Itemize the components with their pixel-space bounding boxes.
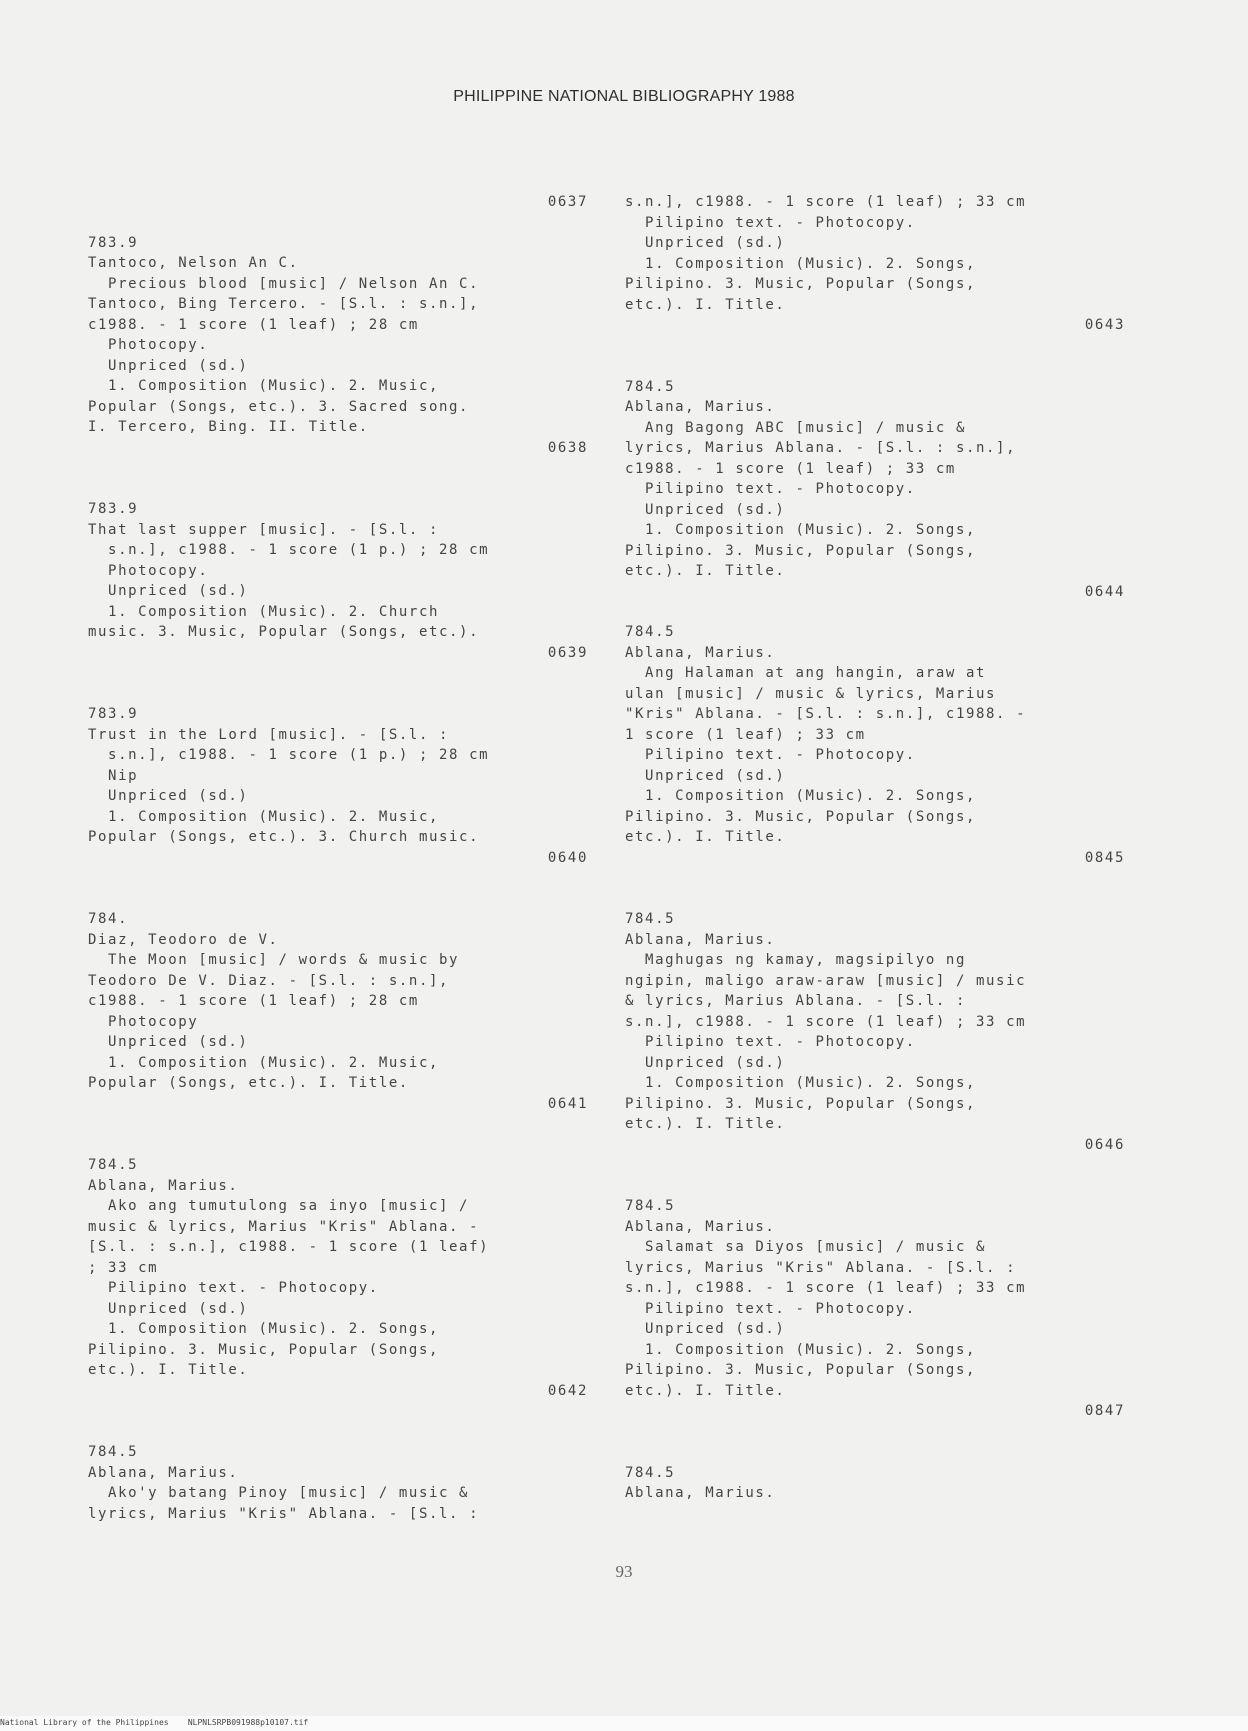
entry-line: Unpriced (sd.) bbox=[88, 583, 249, 599]
entry-line: Unpriced (sd.) bbox=[625, 767, 786, 784]
entry-line: c1988. - 1 score (1 leaf) ; 33 cm bbox=[625, 460, 956, 477]
entry-line: Pilipino. 3. Music, Popular (Songs, bbox=[88, 1341, 440, 1358]
entry-line: Popular (Songs, etc.). I. Title. bbox=[88, 1075, 409, 1091]
entry-number: 0640 bbox=[547, 849, 588, 866]
entry-line: 1. Composition (Music). 2. Music, bbox=[88, 808, 440, 825]
spacer bbox=[625, 1422, 1125, 1463]
entry-line: Teodoro De V. Diaz. - [S.l. : s.n.], bbox=[88, 972, 450, 989]
entry-line: Ablana, Marius. bbox=[88, 1464, 239, 1481]
entry-line: Diaz, Teodoro de V. bbox=[88, 931, 279, 948]
entry-line: music. 3. Music, Popular (Songs, etc.). bbox=[88, 624, 480, 640]
bibliographic-entry bbox=[88, 704, 588, 848]
entry-line: ngipin, maligo araw-araw [music] / music bbox=[625, 972, 1027, 989]
entry-line: 1. Composition (Music). 2. Songs, bbox=[625, 1075, 977, 1091]
entry-line: Ang Halaman at ang hangin, araw at bbox=[625, 665, 987, 681]
entry-line: ; 33 cm bbox=[88, 1259, 159, 1276]
entry-number: 0637 bbox=[547, 194, 588, 210]
bibliographic-entry bbox=[88, 909, 588, 1094]
bibliographic-entry bbox=[88, 1442, 588, 1524]
classification-number: 784.5 bbox=[88, 1157, 139, 1173]
entry-line: Popular (Songs, etc.). 3. Church music. bbox=[88, 829, 480, 845]
classification-number: 784.5 bbox=[625, 1198, 676, 1214]
entry-number: 0646 bbox=[1084, 1136, 1125, 1153]
entry-line: etc.). I. Title. bbox=[625, 829, 786, 845]
entry-line: Ako ang tumutulong sa inyo [music] / bbox=[88, 1198, 470, 1214]
entry-line: 1. Composition (Music). 2. Church bbox=[88, 603, 440, 620]
entry-line: s.n.], c1988. - 1 score (1 leaf) ; 33 cm bbox=[625, 1013, 1027, 1030]
entry-line: 1. Composition (Music). 2. Songs, bbox=[625, 522, 977, 538]
entry-line: "Kris" Ablana. - [S.l. : s.n.], c1988. - bbox=[625, 706, 1027, 722]
entry-line: Tantoco, Bing Tercero. - [S.l. : s.n.], bbox=[88, 296, 480, 312]
entry-line: Unpriced (sd.) bbox=[625, 501, 786, 518]
spacer bbox=[88, 458, 588, 499]
entry-line: Pilipino text. - Photocopy. bbox=[625, 481, 916, 497]
classification-number: 784.5 bbox=[625, 624, 676, 640]
bibliographic-entry bbox=[625, 192, 1125, 315]
entry-line: Unpriced (sd.) bbox=[625, 235, 786, 251]
bibliographic-entry bbox=[88, 233, 588, 438]
entry-line: Pilipino text. - Photocopy. bbox=[625, 747, 916, 763]
entry-line: Pilipino text. - Photocopy. bbox=[625, 1300, 916, 1317]
entry-line: s.n.], c1988. - 1 score (1 p.) ; 28 cm bbox=[88, 542, 490, 558]
entry-line: etc.). I. Title. bbox=[625, 563, 786, 579]
spacer bbox=[88, 213, 588, 233]
entry-line: Unpriced (sd.) bbox=[88, 1300, 249, 1317]
entry-line: 1. Composition (Music). 2. Songs, bbox=[625, 788, 977, 804]
bibliographic-entry bbox=[88, 1155, 588, 1381]
entry-number: 0641 bbox=[547, 1095, 588, 1112]
entry-line: Popular (Songs, etc.). 3. Sacred song. bbox=[88, 398, 470, 415]
entry-line: etc.). I. Title. bbox=[625, 1116, 786, 1132]
entry-line: Ablana, Marius. bbox=[625, 1218, 776, 1235]
entry-line: etc.). I. Title. bbox=[88, 1362, 249, 1378]
entry-line: Ablana, Marius. bbox=[625, 644, 776, 661]
entry-line: Pilipino. 3. Music, Popular (Songs, bbox=[625, 276, 977, 292]
entry-line: Pilipino. 3. Music, Popular (Songs, bbox=[625, 808, 977, 825]
entry-line: Unpriced (sd.) bbox=[88, 788, 249, 804]
entry-line: Unpriced (sd.) bbox=[88, 1034, 249, 1050]
entry-line: Pilipino. 3. Music, Popular (Songs, bbox=[625, 542, 977, 559]
classification-number: 784.5 bbox=[625, 1464, 676, 1481]
entry-line: Tantoco, Nelson An C. bbox=[88, 255, 299, 271]
entry-line: s.n.], c1988. - 1 score (1 p.) ; 28 cm bbox=[88, 747, 490, 763]
entry-number: 0642 bbox=[547, 1382, 588, 1399]
bibliographic-entry bbox=[88, 499, 588, 643]
entry-line: Photocopy. bbox=[88, 337, 209, 353]
entry-line: 1. Composition (Music). 2. Music, bbox=[88, 378, 440, 394]
entry-number: 0845 bbox=[1084, 849, 1125, 866]
spacer bbox=[625, 336, 1125, 377]
entry-line: Precious blood [music] / Nelson An C. bbox=[88, 275, 480, 292]
bibliographic-entry bbox=[625, 1463, 1125, 1504]
classification-number: 784.5 bbox=[88, 1444, 139, 1460]
entry-line: Pilipino. 3. Music, Popular (Songs, bbox=[625, 1362, 977, 1378]
entry-line: Ako'y batang Pinoy [music] / music & bbox=[88, 1485, 470, 1501]
entry-line: c1988. - 1 score (1 leaf) ; 28 cm bbox=[88, 316, 419, 333]
entry-line: s.n.], c1988. - 1 score (1 leaf) ; 33 cm bbox=[625, 1280, 1027, 1296]
spacer bbox=[88, 868, 588, 909]
entry-line: 1. Composition (Music). 2. Music, bbox=[88, 1054, 440, 1071]
left-column bbox=[88, 192, 588, 1524]
entry-line: ulan [music] / music & lyrics, Marius bbox=[625, 685, 997, 702]
classification-number: 784.5 bbox=[625, 911, 676, 927]
entry-line: The Moon [music] / words & music by bbox=[88, 952, 460, 968]
running-head: PHILIPPINE NATIONAL BIBLIOGRAPHY 1988 bbox=[453, 88, 795, 105]
entry-line: Pilipino. 3. Music, Popular (Songs, bbox=[625, 1095, 977, 1112]
entry-number: 0847 bbox=[1084, 1403, 1125, 1419]
entry-line: & lyrics, Marius Ablana. - [S.l. : bbox=[625, 993, 966, 1009]
classification-number: 783.9 bbox=[88, 501, 139, 517]
entry-line: c1988. - 1 score (1 leaf) ; 28 cm bbox=[88, 993, 419, 1009]
entry-line: I. Tercero, Bing. II. Title. bbox=[88, 419, 369, 435]
entry-line: Pilipino text. - Photocopy. bbox=[625, 214, 916, 231]
bibliographic-entry bbox=[625, 1196, 1125, 1401]
entry-line: Ablana, Marius. bbox=[625, 399, 776, 415]
entry-line: Nip bbox=[88, 767, 139, 784]
spacer bbox=[625, 1155, 1125, 1196]
entry-line: 1. Composition (Music). 2. Songs, bbox=[625, 255, 977, 272]
classification-number: s.n.], c1988. - 1 score (1 leaf) ; 33 cm bbox=[625, 194, 1027, 210]
entry-line: music & lyrics, Marius "Kris" Ablana. - bbox=[88, 1218, 480, 1235]
entry-line: 1. Composition (Music). 2. Songs, bbox=[625, 1341, 977, 1358]
scan-footer-line: National Library of the Philippines NLPNLSRPB091988p10107.tif bbox=[0, 1718, 309, 1727]
entry-line: etc.). I. Title. bbox=[625, 296, 786, 313]
entry-line: Ang Bagong ABC [music] / music & bbox=[625, 419, 966, 436]
entry-line: Trust in the Lord [music]. - [S.l. : bbox=[88, 726, 450, 743]
spacer bbox=[625, 868, 1125, 909]
bibliographic-entry bbox=[625, 622, 1125, 848]
entry-number: 0638 bbox=[547, 439, 588, 456]
entry-line: Ablana, Marius. bbox=[625, 1485, 776, 1501]
spacer bbox=[88, 663, 588, 704]
entry-line: lyrics, Marius "Kris" Ablana. - [S.l. : bbox=[625, 1259, 1017, 1276]
entry-number: 0644 bbox=[1084, 583, 1125, 600]
classification-number: 784. bbox=[88, 911, 129, 927]
entry-line: Pilipino text. - Photocopy. bbox=[625, 1034, 916, 1050]
entry-line: 1 score (1 leaf) ; 33 cm bbox=[625, 726, 866, 743]
entry-line: Salamat sa Diyos [music] / music & bbox=[625, 1239, 987, 1255]
entry-line: Photocopy. bbox=[88, 562, 209, 579]
bibliographic-entry bbox=[625, 909, 1125, 1135]
right-column bbox=[625, 192, 1125, 1504]
entry-line: lyrics, Marius Ablana. - [S.l. : s.n.], bbox=[625, 440, 1017, 456]
spacer bbox=[88, 1401, 588, 1442]
entry-line: Ablana, Marius. bbox=[88, 1177, 239, 1194]
entry-line: Unpriced (sd.) bbox=[625, 1321, 786, 1337]
entry-line: Unpriced (sd.) bbox=[88, 357, 249, 374]
entry-line: Unpriced (sd.) bbox=[625, 1054, 786, 1071]
entry-line: Ablana, Marius. bbox=[625, 931, 776, 948]
classification-number: 784.5 bbox=[625, 378, 676, 395]
classification-number: 783.9 bbox=[88, 706, 139, 722]
entry-number: 0643 bbox=[1084, 317, 1125, 333]
spacer bbox=[88, 1114, 588, 1155]
entry-number: 0639 bbox=[547, 644, 588, 661]
entry-line: 1. Composition (Music). 2. Songs, bbox=[88, 1321, 440, 1337]
entry-line: Pilipino text. - Photocopy. bbox=[88, 1280, 379, 1296]
entry-line: lyrics, Marius "Kris" Ablana. - [S.l. : bbox=[88, 1505, 480, 1522]
entry-line: That last supper [music]. - [S.l. : bbox=[88, 521, 440, 538]
entry-line: Photocopy bbox=[88, 1013, 199, 1030]
page-number: 93 bbox=[615, 1562, 633, 1581]
bibliographic-entry bbox=[625, 377, 1125, 582]
entry-line: etc.). I. Title. bbox=[625, 1382, 786, 1399]
entry-line: Maghugas ng kamay, magsipilyo ng bbox=[625, 952, 966, 968]
spacer bbox=[625, 602, 1125, 622]
entry-line: [S.l. : s.n.], c1988. - 1 score (1 leaf) bbox=[88, 1239, 490, 1255]
classification-number: 783.9 bbox=[88, 234, 139, 251]
